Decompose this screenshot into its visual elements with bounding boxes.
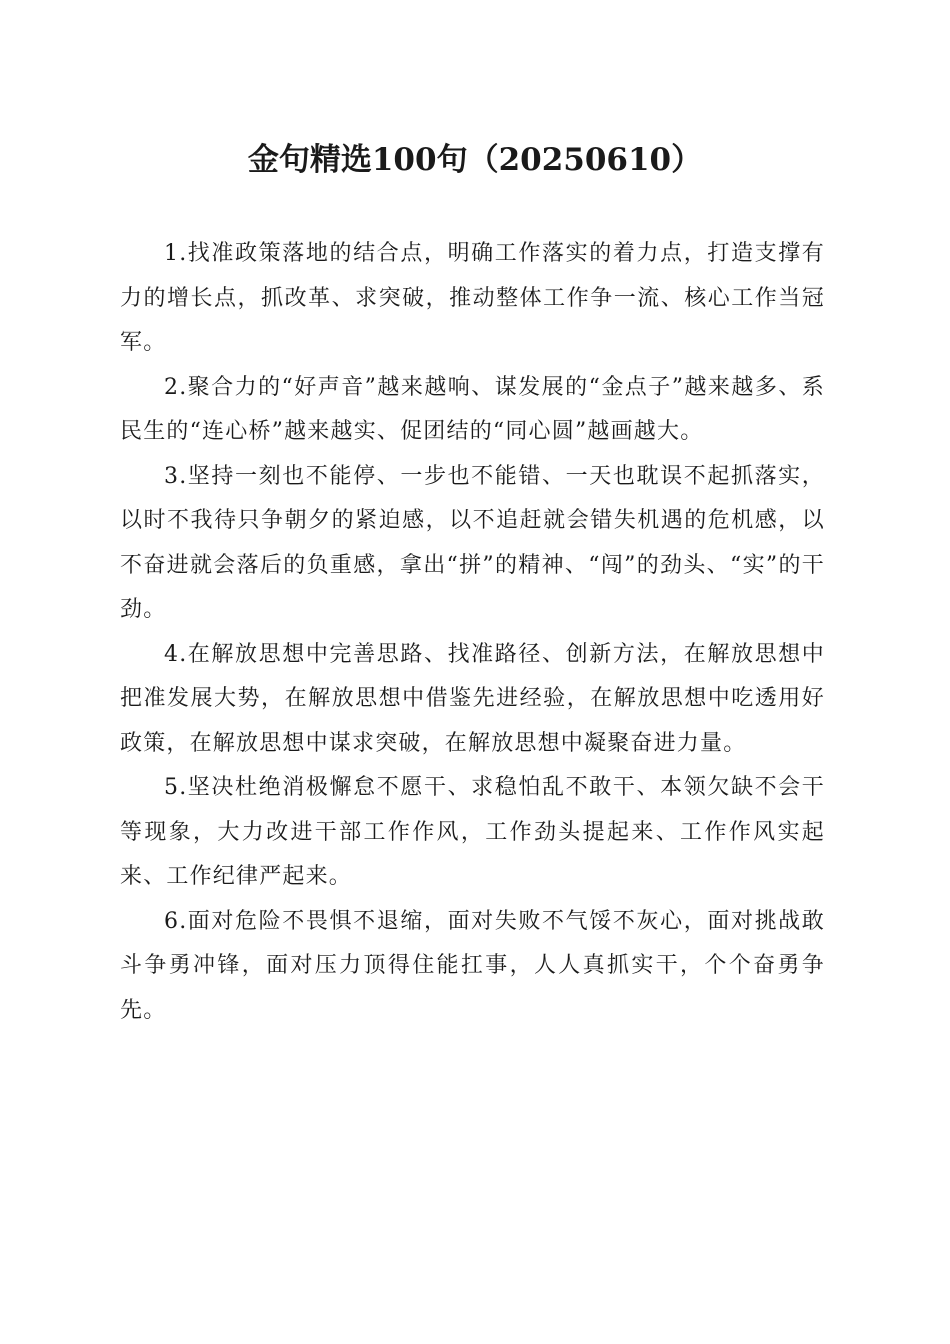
- document-title: 金句精选100句（20250610）: [247, 142, 703, 178]
- document-body: [120, 232, 825, 1033]
- paragraph-5: 5.坚决杜绝消极懈怠不愿干、求稳怕乱不敢干、本领欠缺不会干等现象，大力改进干部工作作风，工作劲头提起来、工作作风实起来、工作纪律严起来。: [120, 775, 825, 889]
- paragraph-6: 6.面对危险不畏惧不退缩，面对失败不气馁不灰心，面对挑战敢斗争勇冲锋，面对压力顶得住能扛事，人人真抓实干，个个奋勇争先。: [120, 908, 825, 1023]
- paragraph-3: 3.坚持一刻也不能停、一步也不能错、一天也耽误不起抓落实，以时不我待只争朝夕的紧迫感，以不追赶就会错失机遇的危机感，以不奋进就会落后的负重感，拿出“拼”的精神、“闯”的劲头、“实”的干劲。: [120, 463, 825, 622]
- paragraph-1: 1.找准政策落地的结合点，明确工作落实的着力点，打造支撑有力的增长点，抓改革、求突破，推动整体工作争一流、核心工作当冠军。: [120, 241, 825, 355]
- paragraph-4: 4.在解放思想中完善思路、找准路径、创新方法，在解放思想中把准发展大势，在解放思想中借鉴先进经验，在解放思想中吃透用好政策，在解放思想中谋求突破，在解放思想中凝聚奋进力量。: [120, 641, 825, 756]
- paragraph-2: 2.聚合力的“好声音”越来越响、谋发展的“金点子”越来越多、系民生的“连心桥”越来越实、促团结的“同心圆”越画越大。: [120, 374, 825, 444]
